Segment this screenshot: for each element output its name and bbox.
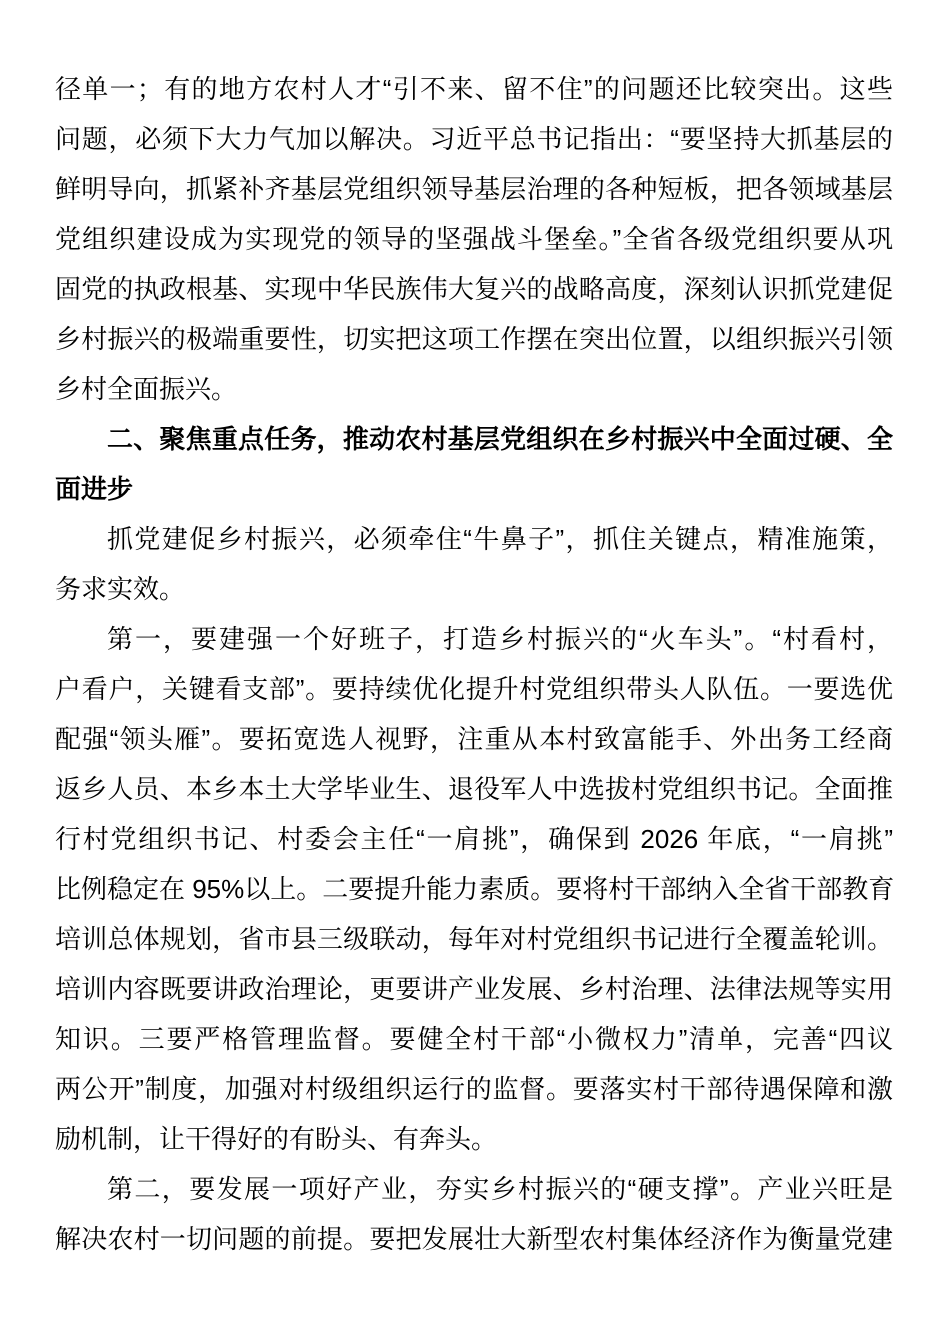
text-line: 务求实效。 [55,574,186,604]
text-line: 行村党组织书记、村委会主任“一肩挑”，确保到 2026 年底，“一肩挑” [55,824,893,854]
section-heading-line: 二、聚焦重点任务，推动农村基层党组织在乡村振兴中全面过硬、全 [107,424,893,454]
text-line: 固党的执政根基、实现中华民族伟大复兴的战略高度，深刻认识抓党建促 [55,274,893,304]
text-line: 知识。三要严格管理监督。要健全村干部“小微权力”清单，完善“四议 [55,1024,893,1054]
text-line: 乡村振兴的极端重要性，切实把这项工作摆在突出位置，以组织振兴引领 [55,324,893,354]
text-line: 党组织建设成为实现党的领导的坚强战斗堡垒。”全省各级党组织要从巩 [55,224,893,254]
text-line: 培训总体规划，省市县三级联动，每年对村党组织书记进行全覆盖轮训。 [55,924,893,954]
text-line: 径单一；有的地方农村人才“引不来、留不住”的问题还比较突出。这些 [55,74,893,104]
text-line: 返乡人员、本乡本土大学毕业生、退役军人中选拔村党组织书记。全面推 [55,774,893,804]
document-body [55,64,893,1264]
text-line: 配强“领头雁”。要拓宽选人视野，注重从本村致富能手、外出务工经商 [55,724,893,754]
text-line: 解决农村一切问题的前提。要把发展壮大新型农村集体经济作为衡量党建 [55,1224,893,1254]
text-line: 户看户，关键看支部”。要持续优化提升村党组织带头人队伍。一要选优 [55,674,893,704]
text-line: 乡村全面振兴。 [55,374,238,404]
text-line: 问题，必须下大力气加以解决。习近平总书记指出：“要坚持大抓基层的 [55,124,893,154]
text-line: 比例稳定在 95%以上。二要提升能力素质。要将村干部纳入全省干部教育 [55,874,895,904]
text-line: 培训内容既要讲政治理论，更要讲产业发展、乡村治理、法律法规等实用 [55,974,893,1004]
text-line: 抓党建促乡村振兴，必须牵住“牛鼻子”，抓住关键点，精准施策， [107,524,893,554]
text-line: 第一，要建强一个好班子，打造乡村振兴的“火车头”。“村看村， [107,624,893,654]
text-line: 鲜明导向，抓紧补齐基层党组织领导基层治理的各种短板，把各领域基层 [55,174,893,204]
section-heading-line: 面进步 [55,474,134,504]
text-line: 第二，要发展一项好产业，夯实乡村振兴的“硬支撑”。产业兴旺是 [107,1174,893,1204]
text-line: 励机制，让干得好的有盼头、有奔头。 [55,1124,498,1154]
text-line: 两公开”制度，加强对村级组织运行的监督。要落实村干部待遇保障和激 [55,1074,893,1104]
